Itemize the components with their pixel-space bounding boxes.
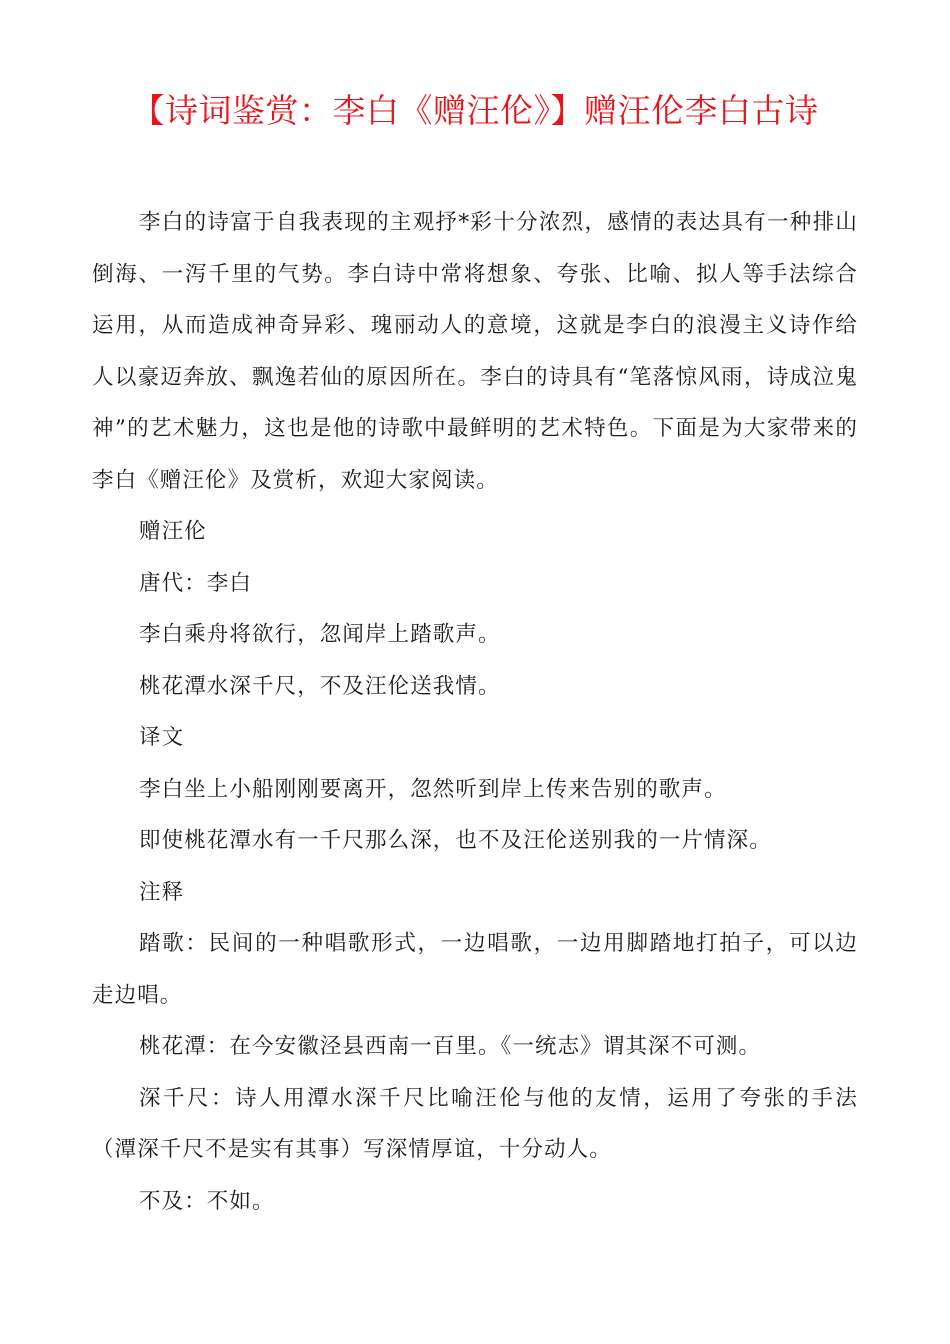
document-title: 【诗词鉴赏：李白《赠汪伦》】赠汪伦李白古诗	[131, 91, 819, 130]
document-body	[92, 197, 858, 1227]
notes-heading: 注释	[139, 879, 185, 905]
note-buji: 不及：不如。	[139, 1188, 275, 1214]
poem-line-2: 桃花潭水深千尺，不及汪伦送我情。	[139, 673, 501, 699]
translation-line-2: 即使桃花潭水有一千尺那么深，也不及汪伦送别我的一片情深。	[139, 828, 772, 853]
translation-heading: 译文	[139, 725, 185, 750]
translation-line-1: 李白坐上小船刚刚要离开，忽然听到岸上传来告别的歌声。	[139, 776, 727, 802]
poem-title: 赠汪伦	[139, 519, 207, 544]
note-shenqianchi: 深千尺：诗人用潭水深千尺比喻汪伦与他的友情，运用了夸张的手法（潭深千尺不是实有其事）写深情厚谊，十分动人。	[92, 1085, 858, 1162]
poem-line-1: 李白乘舟将欲行，忽闻岸上踏歌声。	[139, 622, 501, 647]
intro-paragraph: 李白的诗富于自我表现的主观抒*彩十分浓烈，感情的表达具有一种排山倒海、一泻千里的气势。李白诗中常将想象、夸张、比喻、拟人等手法综合运用，从而造成神奇异彩、瑰丽动人的意境，这就是李白的浪漫主义诗作给人以豪迈奔放、飘逸若仙的原因所在。李白的诗具有“笔落惊风雨，诗成泣鬼神”的艺术魅力，这也是他的诗歌中最鲜明的艺术特色。下面是为大家带来的李白《赠汪伦》及赏析，欢迎大家阅读。	[92, 210, 858, 493]
note-taohuatan: 桃花潭：在今安徽泾县西南一百里。《一统志》谓其深不可测。	[139, 1034, 762, 1059]
note-tage: 踏歌：民间的一种唱歌形式，一边唱歌，一边用脚踏地打拍子，可以边走边唱。	[92, 931, 858, 1008]
poem-author: 唐代：李白	[139, 570, 253, 596]
